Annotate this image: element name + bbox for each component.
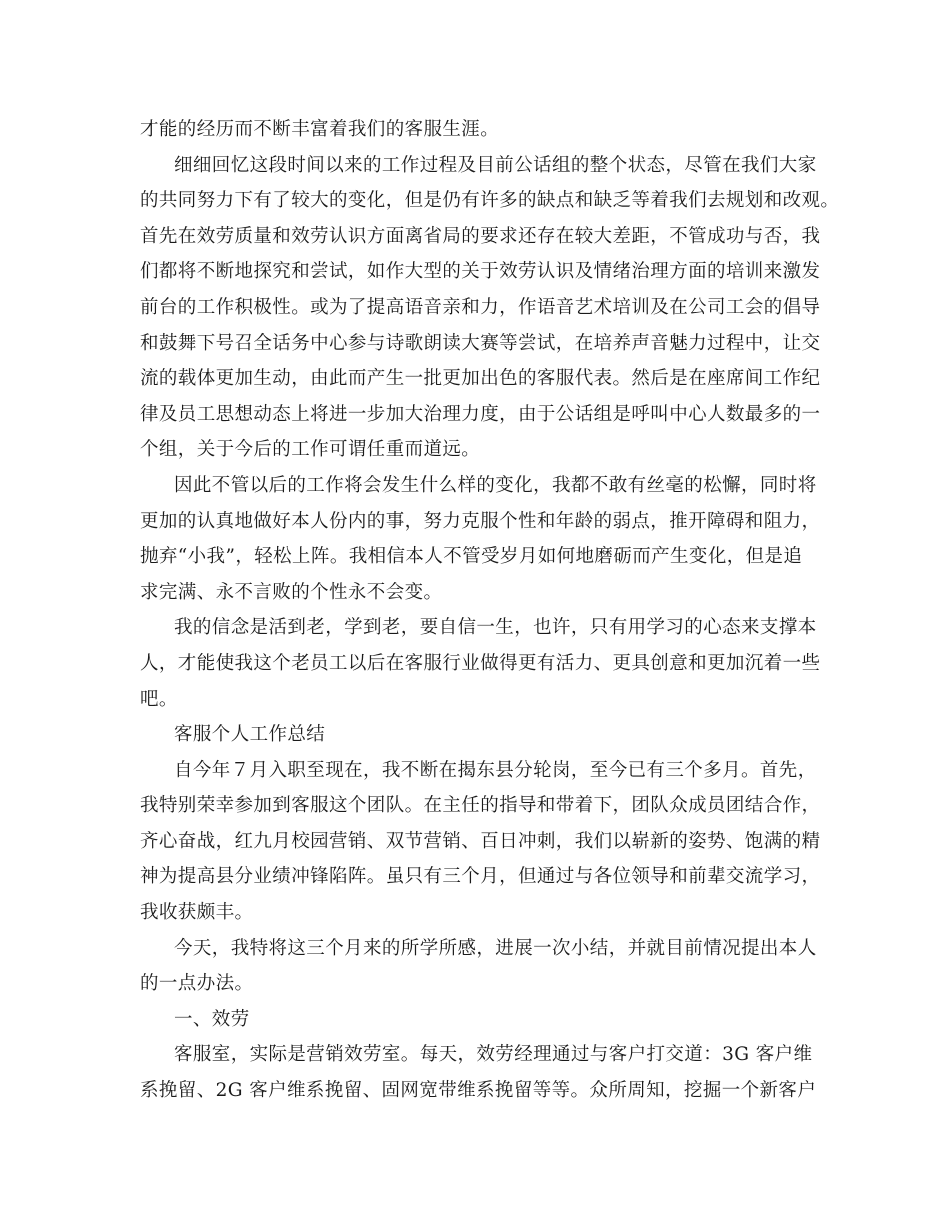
text-line: 齐心奋战，红九月校园营销、双节营销、百日冲刺，我们以崭新的姿势、饱满的精: [140, 830, 821, 852]
text-line: 更加的认真地做好本人份内的事，努力克服个性和年龄的弱点，推开障碍和阻力，: [140, 510, 821, 532]
text-line: 自今年７月入职至现在，我不断在揭东县分轮岗，至今已有三个多月。首先，: [174, 759, 817, 781]
text-line: 客服室，实际是营销效劳室。每天，效劳经理通过与客户打交道：3G 客户维: [174, 1044, 813, 1066]
text-line: 一、效劳: [174, 1008, 250, 1030]
text-line: 流的载体更加生动，由此而产生一批更加出色的客服代表。然后是在座席间工作纪: [140, 368, 821, 390]
text-line: 吧。: [140, 688, 178, 710]
text-line: 的共同努力下有了较大的变化，但是仍有许多的缺点和缺乏等着我们去规划和改观。: [140, 190, 840, 212]
text-line: 今天，我特将这三个月来的所学所感，进展一次小结，并就目前情况提出本人: [174, 937, 817, 959]
text-line: 我收获颇丰。: [140, 902, 254, 924]
text-line: 才能的经历而不断丰富着我们的客服生涯。: [140, 119, 500, 140]
text-line: 我的信念是活到老，学到老，要自信一生，也许，只有用学习的心态来支撑本: [174, 617, 817, 639]
text-line: 求完满、永不言败的个性永不会变。: [140, 581, 443, 603]
text-line: 我特别荣幸参加到客服这个团队。在主任的指导和带着下，团队众成员团结合作，: [140, 795, 821, 817]
text-line: 细细回忆这段时间以来的工作过程及目前公话组的整个状态，尽管在我们大家: [174, 154, 817, 176]
text-line: 神为提高县分业绩冲锋陷阵。虽只有三个月，但通过与各位领导和前辈交流学习，: [140, 866, 821, 888]
text-line: 们都将不断地探究和尝试，如作大型的关于效劳认识及情绪治理方面的培训来激发: [140, 261, 821, 283]
text-line: 律及员工思想动态上将进一步加大治理力度，由于公话组是呼叫中心人数最多的一: [140, 403, 821, 425]
text-line: 首先在效劳质量和效劳认识方面离省局的要求还存在较大差距，不管成功与否，我: [140, 225, 821, 247]
text-line: 个组，关于今后的工作可谓任重而道远。: [140, 439, 481, 461]
document-body: [140, 112, 840, 1109]
text-line: 人，才能使我这个老员工以后在客服行业做得更有活力、更具创意和更加沉着一些: [140, 652, 821, 674]
text-line: 抛弃“小我”，轻松上阵。我相信本人不管受岁月如何地磨砺而产生变化，但是追: [140, 546, 803, 568]
text-line: 系挽留、2G 客户维系挽留、固网宽带维系挽留等等。众所周知，挖掘一个新客户: [140, 1080, 817, 1102]
text-line: 因此不管以后的工作将会发生什么样的变化，我都不敢有丝毫的松懈，同时将: [174, 474, 817, 496]
text-line: 和鼓舞下号召全话务中心参与诗歌朗读大赛等尝试，在培养声音魅力过程中，让交: [140, 332, 821, 354]
text-line: 前台的工作积极性。或为了提高语音亲和力，作语音艺术培训及在公司工会的倡导: [140, 296, 821, 318]
text-line: 的一点办法。: [140, 973, 254, 995]
text-line: 客服个人工作总结: [174, 724, 326, 746]
